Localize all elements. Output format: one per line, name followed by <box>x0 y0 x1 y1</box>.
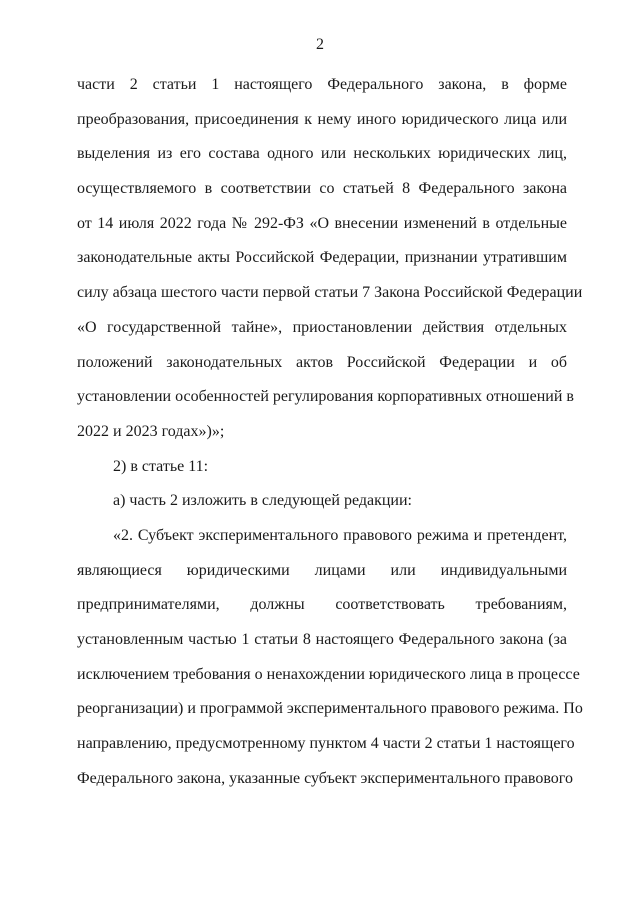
text-line: преобразования, присоединения к нему иного юридического лица или <box>77 110 567 128</box>
text-line: выделения из его состава одного или нескольких юридических лиц, <box>77 145 567 163</box>
text-line: части 2 статьи 1 настоящего Федерального закона, в форме <box>77 76 567 93</box>
text-line: силу абзаца шестого части первой статьи 7 Закона Российской Федерации <box>77 284 583 302</box>
text-line: предпринимателями, должны соответствовать требованиям, <box>77 596 567 614</box>
text-line: исключением требования о ненахождении юридического лица в процессе <box>77 665 580 683</box>
text-line: направлению, предусмотренному пунктом 4 части 2 статьи 1 настоящего <box>77 735 575 753</box>
text-line: 2022 и 2023 годах»)»; <box>77 422 225 440</box>
text-line: от 14 июля 2022 года № 292-ФЗ «О внесении изменений в отдельные <box>77 214 567 232</box>
text-line: осуществляемого в соответствии со статьей 8 Федерального закона <box>77 180 567 198</box>
text-line: 2) в статье 11: <box>113 457 209 475</box>
page-number: 2 <box>316 36 324 53</box>
text-line: «2. Субъект экспериментального правового режима и претендент, <box>113 526 567 544</box>
text-line: установленным частью 1 статьи 8 настоящего Федерального закона (за <box>77 631 567 648</box>
text-line: являющиеся юридическими лицами или индивидуальными <box>77 561 567 579</box>
text-line: установлении особенностей регулирования корпоративных отношений в <box>77 388 574 406</box>
text-line: Федерального закона, указанные субъект экспериментального правового <box>77 769 573 787</box>
text-line: а) часть 2 изложить в следующей редакции: <box>113 492 412 510</box>
text-line: положений законодательных актов Российской Федерации и об <box>77 353 567 371</box>
text-line: «О государственной тайне», приостановлении действия отдельных <box>77 318 567 336</box>
text-line: законодательные акты Российской Федерации, признании утратившим <box>77 249 567 267</box>
text-line: реорганизации) и программой экспериментального правового режима. По <box>77 700 583 718</box>
document-body <box>77 75 583 803</box>
